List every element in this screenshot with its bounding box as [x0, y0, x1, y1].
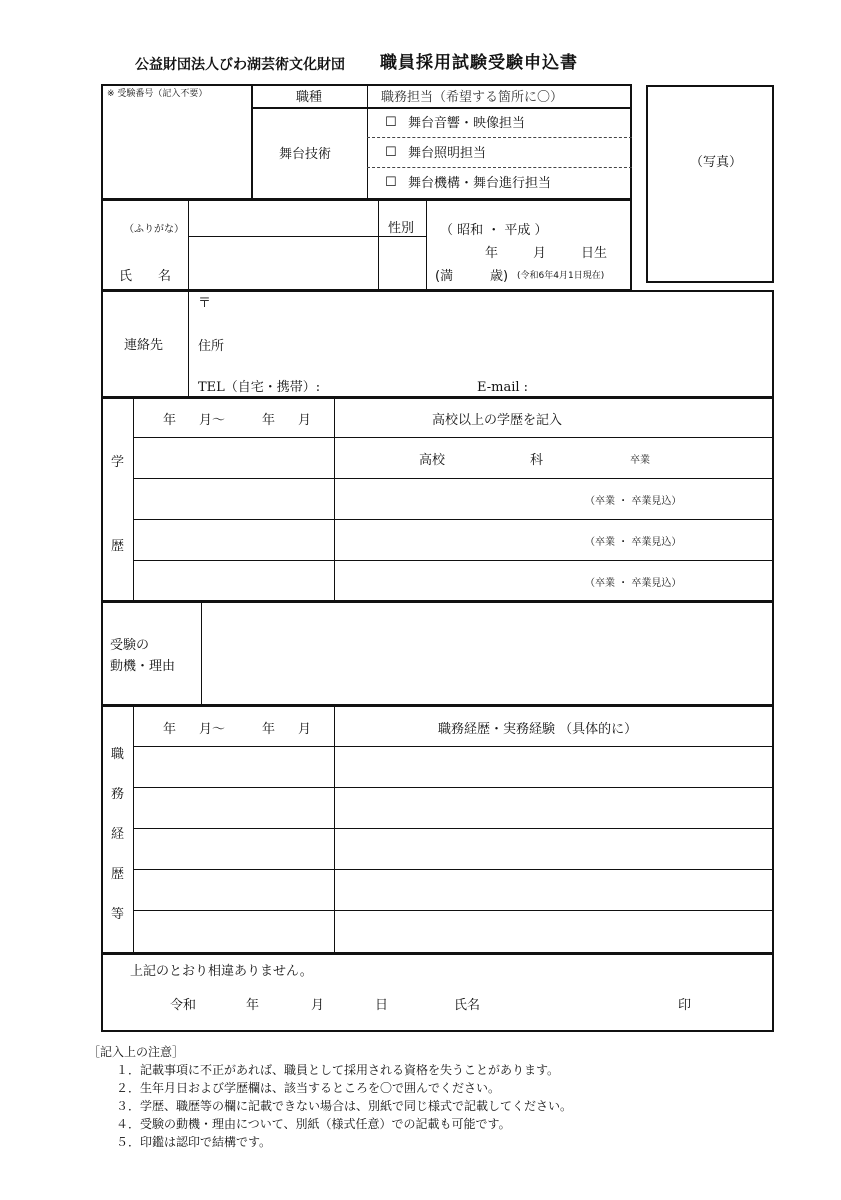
sign-year: 年 [246, 998, 260, 1013]
furigana-label: （ふりがな） [124, 224, 184, 235]
note-item-1: １．記載事項に不正があれば、職員として採用される資格を失うことがあります。 [116, 1063, 560, 1077]
edu-header-month1: 月〜 [199, 413, 226, 428]
furigana-field[interactable] [190, 201, 376, 234]
note-item-3: ３．学歴、職歴等の欄に記載できない場合は、別紙で同じ様式で記載してください。 [116, 1099, 573, 1113]
org-name: 公益財団法人びわ湖芸術文化財団 [135, 57, 345, 73]
gender-field[interactable] [380, 238, 424, 289]
age-open: (満 [435, 269, 454, 284]
option-audio-label: 舞台音響・映像担当 [408, 116, 526, 131]
motive-label-1: 受験の [110, 638, 150, 653]
contact-label: 連絡先 [124, 338, 164, 353]
note-item-5: ５．印鑑は認印で結構です。 [116, 1135, 272, 1149]
career-header-month1: 月〜 [199, 722, 226, 737]
career-header-year1: 年 [163, 722, 177, 737]
note-item-2: ２．生年月日および学歴欄は、該当するところを〇で囲んでください。 [116, 1081, 501, 1095]
sign-name-label: 氏名 [454, 998, 481, 1013]
form-title: 職員採用試験受験申込書 [380, 53, 578, 73]
postal-mark: 〒 [198, 296, 212, 311]
career-header-year2: 年 [262, 722, 276, 737]
name-label: 氏 名 [119, 269, 172, 284]
birth-month-label: 月 [533, 246, 547, 261]
career-box [101, 705, 774, 954]
seal-mark: 印 [678, 998, 692, 1013]
photo-label: （写真） [690, 155, 743, 170]
age-reference-note: (令和6年4月1日現在) [517, 271, 605, 281]
job-type-value: 職務担当（希望する箇所に〇） [381, 90, 564, 105]
gender-label: 性別 [388, 221, 415, 236]
career-header-month2: 月 [298, 722, 312, 737]
career-side-label-2: 務 [111, 787, 125, 802]
sign-name-field[interactable] [490, 992, 670, 1018]
note-item-4: ４．受験の動機・理由について、別紙（様式任意）での記載も可能です。 [116, 1117, 511, 1131]
motive-label-2: 動機・理由 [110, 659, 176, 674]
career-side-label-4: 歴 [111, 867, 125, 882]
career-side-label-3: 経 [111, 827, 125, 842]
option-lighting-checkbox[interactable]: ☐ [385, 145, 397, 160]
edu-row1-school: 高校 [419, 453, 446, 468]
education-side-label-2: 歴 [111, 539, 125, 554]
education-side-label-1: 学 [111, 455, 125, 470]
option-audio-checkbox[interactable]: ☐ [385, 115, 397, 130]
name-field[interactable] [190, 238, 376, 289]
category-label: 舞台技術 [279, 147, 332, 162]
option-machinery-checkbox[interactable]: ☐ [385, 175, 397, 190]
email-label: E-mail : [477, 380, 529, 395]
address-label: 住所 [198, 339, 225, 354]
edu-row1-dept: 科 [530, 453, 544, 468]
option-machinery-label: 舞台機構・舞台進行担当 [408, 176, 552, 191]
edu-row1-grad: 卒業 [630, 455, 650, 466]
notes-title: ［記入上の注意］ [88, 1045, 185, 1059]
tel-label: TEL（自宅・携帯）: [198, 380, 321, 395]
birth-day-label: 日生 [581, 246, 608, 261]
address-field[interactable] [240, 300, 770, 360]
exam-number-label: ※ 受験番号（記入不要） [107, 89, 208, 99]
edu-row2-grad: （卒業 ・ 卒業見込） [585, 496, 682, 507]
job-type-label: 職種 [296, 90, 323, 105]
edu-header-year1: 年 [163, 413, 177, 428]
sign-era: 令和 [170, 998, 197, 1013]
motive-field[interactable] [203, 603, 772, 704]
career-side-label-1: 職 [111, 747, 125, 762]
birth-era: （ 昭和 ・ 平成 ） [440, 223, 548, 238]
option-lighting-label: 舞台照明担当 [408, 146, 487, 161]
edu-header-month2: 月 [298, 413, 312, 428]
edu-header-year2: 年 [262, 413, 276, 428]
sign-day: 日 [375, 998, 389, 1013]
birth-year-label: 年 [485, 246, 499, 261]
edu-content-header: 高校以上の学歴を記入 [432, 413, 563, 428]
photo-box [646, 85, 774, 283]
declaration-text: 上記のとおり相違ありません。 [130, 964, 313, 979]
age-close: 歳) [490, 269, 509, 284]
career-content-header: 職務経歴・実務経験 （具体的に） [438, 722, 638, 737]
career-side-label-5: 等 [111, 907, 125, 922]
sign-month: 月 [311, 998, 325, 1013]
edu-row4-grad: （卒業 ・ 卒業見込） [585, 578, 682, 589]
edu-row3-grad: （卒業 ・ 卒業見込） [585, 537, 682, 548]
